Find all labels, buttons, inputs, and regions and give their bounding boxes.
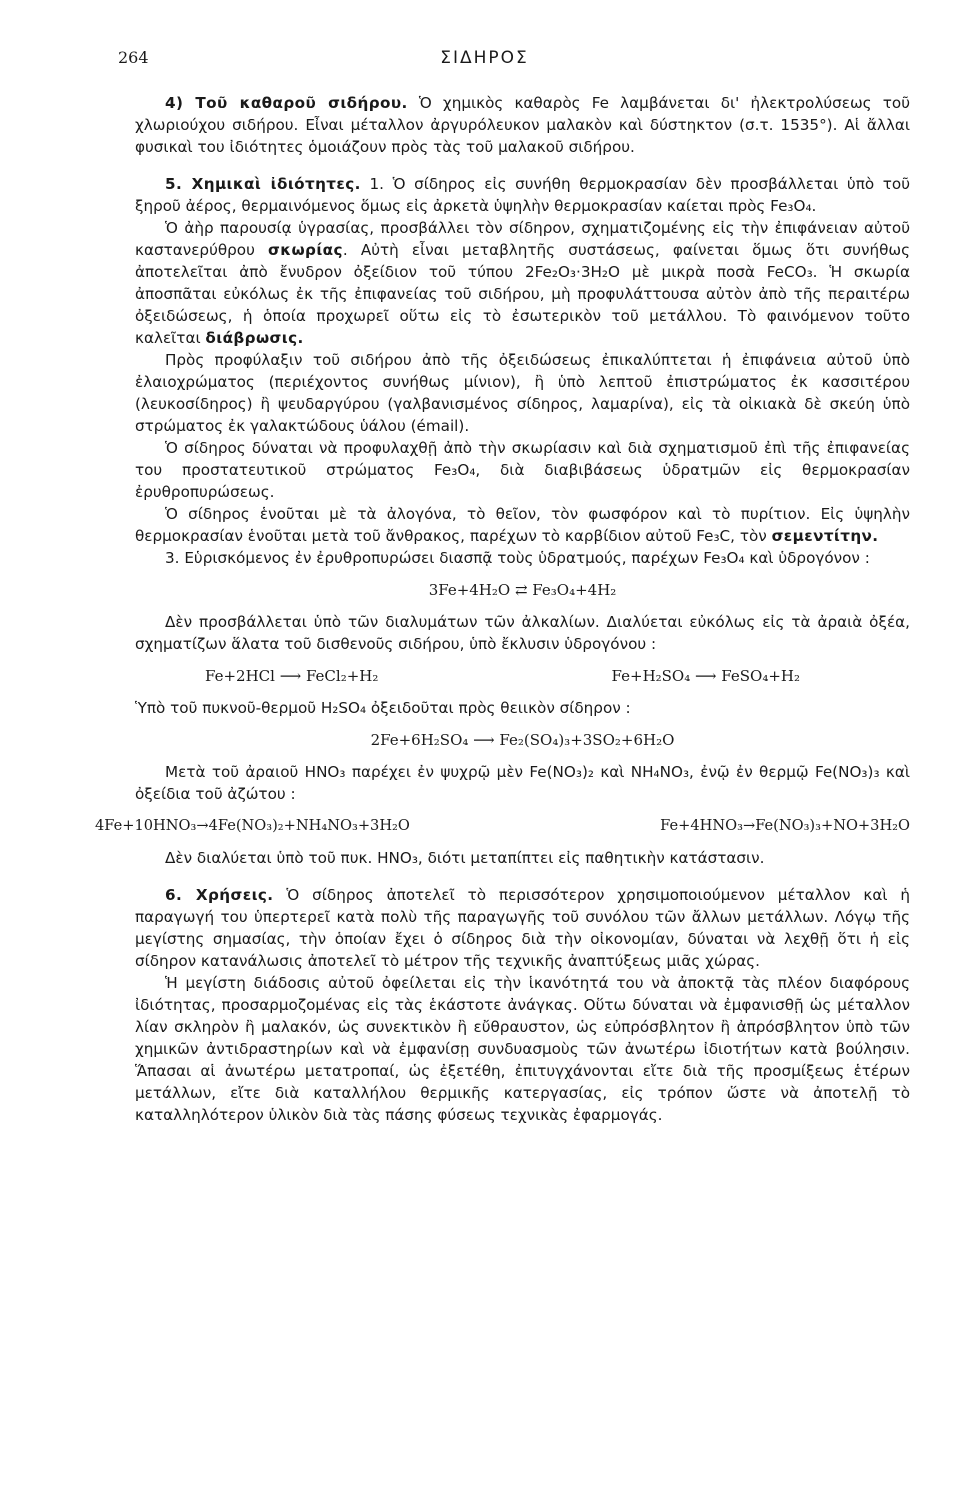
page-number: 264 <box>118 48 149 67</box>
section-4-text: Ὁ χημικὸς καθαρὸς Fe λαμβάνεται δι' ἠλεκτρολύσεως τοῦ χλωριούχου σιδήρου. Εἶναι μέταλλον ἀργυρόλευκον μαλακὸν καὶ δύστηκτον (σ.τ. 1535°). Αἱ ἄλλαι φυσικαὶ του ἰδιότητες ὁμοιάζουν πρὸς τὰς τοῦ μαλακοῦ σιδήρου. <box>135 94 911 156</box>
section-4-paragraph <box>135 92 910 158</box>
halogen-text: Ὁ σίδηρος ἑνοῦται μὲ τὰ ἀλογόνα, τὸ θεῖον, τὸν φωσφόρον καὶ τὸ πυρίτιον. Εἰς ὑψηλὴν θερμοκρασίαν ἑνοῦται μετὰ τοῦ ἄνθρακος, παρέχων τὸ καρβίδιον αὐτοῦ Fe₃C, τὸν <box>135 505 910 545</box>
cementite-term: σεμεντίτην. <box>771 527 879 545</box>
page-body <box>95 92 911 1126</box>
section-5-heading: 5. Χημικαὶ ἰδιότητες. <box>165 175 361 193</box>
section-5-text-1: 1. Ὁ σίδηρος εἰς συνήθη θερμοκρασίαν δὲν προσβάλλεται ὑπὸ τοῦ ξηροῦ ἀέρος, θερμαινόμενος ὅμως εἰς ἀρκετὰ ὑψηλὴν θερμοκρασίαν καίεται πρὸς Fe₃O₄. <box>135 175 911 215</box>
rust-term: σκωρίας <box>268 241 343 259</box>
section-5-paragraph-7: Δὲν προσβάλλεται ὑπὸ τῶν διαλυμάτων τῶν ἀλκαλίων. Διαλύεται εὐκόλως εἰς τὰ ἀραιὰ ὀξέα, σχηματίζων ἅλατα τοῦ δισθενοῦς σιδήρου, ὑπὸ ἔκλυσιν ὑδρογόνου : <box>135 613 910 653</box>
section-5-paragraph-4: Ὁ σίδηρος δύναται νὰ προφυλαχθῇ ἀπὸ τὴν σκωρίασιν καὶ διὰ σχηματισμοῦ ἐπὶ τῆς ἐπιφανείας του προστατευτικοῦ στρώματος Fe₃O₄, διὰ διαβιβάσεως ὑδρατμῶν εἰς θερμοκρασίαν ἐρυθροπυρώσεως. <box>135 439 910 501</box>
equation-nitric-cold: 4Fe+10HNO₃→4Fe(NO₃)₂+NH₄NO₃+3H₂O <box>95 817 410 834</box>
section-5-paragraph-6: 3. Εὑρισκόμενος ἐν ἐρυθροπυρώσει διασπᾷ τοὺς ὑδρατμούς, παρέχων Fe₃O₄ καὶ ὑδρογόνον : <box>165 549 870 567</box>
section-5-paragraph-2 <box>135 217 910 349</box>
section-6-text-1: Ὁ σίδηρος ἀποτελεῖ τὸ περισσότερον χρησιμοποιούμενον μέταλλον καὶ ἡ παραγωγή του ὑπερτερεῖ κατὰ πολὺ τῆς παραγωγῆς τοῦ συνόλου τῶν ἄλλων μετάλλων. Λόγῳ τῆς μεγίστης σημασίας, τὴν ὁποίαν ἔχει ὁ σίδηρος διὰ τὴν οἰκονομίαν, δύναται νὰ λεχθῇ ὅτι ἡ εἰς σίδηρον κατανάλωσις ἀποτελεῖ τὸ μέτρον τῆς τεχνικῆς ἀναπτύξεως μιᾶς χώρας. <box>135 886 911 970</box>
running-title: ΣΙΔΗΡΟΣ <box>440 48 529 68</box>
equation-acids <box>135 665 910 687</box>
section-5-paragraph-8: Ὑπὸ τοῦ πυκνοῦ-θερμοῦ H₂SO₄ ὀξειδοῦται πρὸς θειικὸν σίδηρον : <box>135 699 631 717</box>
rust-text-a: Ὁ ἀὴρ παρουσίᾳ ὑγρασίας, προσβάλλει τὸν σίδηρον, σχηματιζομένης εἰς τὴν ἐπιφάνειαν αὐτοῦ καστανερύθρου <box>135 219 910 259</box>
section-5-paragraph-3: Πρὸς προφύλαξιν τοῦ σιδήρου ἀπὸ τῆς ὀξειδώσεως ἐπικαλύπτεται ἡ ἐπιφάνεια αὐτοῦ ὑπὸ ἐλαιοχρώματος (περιέχοντος συνήθως μίνιον), ἢ ὑπὸ λεπτοῦ ἐπιστρώματος ἐκ κασσιτέρου (λευκοσίδηρος) ἢ ψευδαργύρου (γαλβανισμένος σίδηρος, λαμαρίνα), εἰς τὰ οἰκιακὰ δὲ σκεύη ὑπὸ στρώματος ἐκ γαλακτώδους ὑάλου (émail). <box>135 351 910 435</box>
corrosion-term: διάβρωσις. <box>205 329 304 347</box>
section-6-paragraph-2: Ἡ μεγίστη διάδοσις αὐτοῦ ὀφείλεται εἰς τὴν ἱκανότητά του νὰ ἀποκτᾷ τὰς πλέον διαφόρους ἰδιότητας, προσαρμοζομένας εἰς τὰς ἑκάστοτε ἀνάγκας. Οὕτω δύναται νὰ ἐμφανισθῇ ὡς μέταλλον λίαν σκληρὸν ἢ μαλακόν, ὡς συνεκτικὸν ἢ εὔθραυστον, ὡς εὐπρόσβλητον ἢ ἀπρόσβλητον ὑπὸ τῶν χημικῶν ἀντιδραστηρίων καὶ νὰ ἐμφανίσῃ συνδυασμοὺς τῶν ἀνωτέρω ἰδιοτήτων κατὰ βούλησιν. Ἅπασαι αἱ ἀνωτέρω μετατροπαί, ὡς ἐξετέθη, ἐπιτυγχάνονται εἴτε διὰ τῆς προσμίξεως ἑτέρων μετάλλων, εἴτε διὰ καταλλήλου θερμικῆς κατεργασίας, εἰς τρόπον ὥστε νὰ ἀποτελῇ τὸ καταλληλότερον ὑλικὸν διὰ τὰς πάσης φύσεως τεχνικὰς ἐφαρμογάς. <box>135 974 910 1124</box>
section-6-paragraph-1 <box>135 884 910 972</box>
equation-hcl: Fe+2HCl ⟶ FeCl₂+H₂ <box>205 667 379 685</box>
rust-text-b: . Αὐτὴ εἶναι μεταβλητῆς συστάσεως, φαίνεται ὅμως ὅτι συνήθως ἀποτελεῖται ἀπὸ ἔνυδρον ὀξείδιον τοῦ τύπου 2Fe₂O₃·3H₂O μὲ μικρὰ ποσὰ FeCO₃. Ἡ σκωρία ἀποσπᾶται εὐκόλως ἐκ τῆς ἐπιφανείας τοῦ σιδήρου, μὴ προφυλάττουσα αὐτὸν ἀπὸ τῆς περαιτέρω ὀξειδώσεως, ἡ ὁποία προχωρεῖ οὕτω εἰς τὸ ἐσωτερικὸν τοῦ μετάλλου. Τὸ φαινόμενον τοῦτο καλεῖται <box>135 241 910 347</box>
section-5-paragraph-9: Μετὰ τοῦ ἀραιοῦ HNO₃ παρέχει ἐν ψυχρῷ μὲν Fe(NO₃)₂ καὶ NH₄NO₃, ἐνῷ ἐν θερμῷ Fe(NO₃)₃ καὶ ὀξείδια τοῦ ἀζώτου : <box>135 763 910 803</box>
section-5-paragraph-1 <box>135 173 910 217</box>
equation-nitric-hot: Fe+4HNO₃→Fe(NO₃)₃+NO+3H₂O <box>660 817 910 834</box>
section-5-paragraph-5 <box>135 503 910 547</box>
equation-nitric <box>95 815 910 837</box>
equation-steam: 3Fe+4H₂O ⇄ Fe₃O₄+4H₂ <box>428 581 617 599</box>
section-6-heading: 6. Χρήσεις. <box>165 886 274 904</box>
equation-h2so4: Fe+H₂SO₄ ⟶ FeSO₄+H₂ <box>611 667 800 685</box>
section-4-heading: 4) Τοῦ καθαροῦ σιδήρου. <box>165 94 408 112</box>
equation-hot-h2so4: 2Fe+6H₂SO₄ ⟶ Fe₂(SO₄)₃+3SO₂+6H₂O <box>370 731 675 749</box>
section-5-paragraph-10: Δὲν διαλύεται ὑπὸ τοῦ πυκ. HNO₃, διότι μεταπίπτει εἰς παθητικὴν κατάστασιν. <box>165 849 765 867</box>
